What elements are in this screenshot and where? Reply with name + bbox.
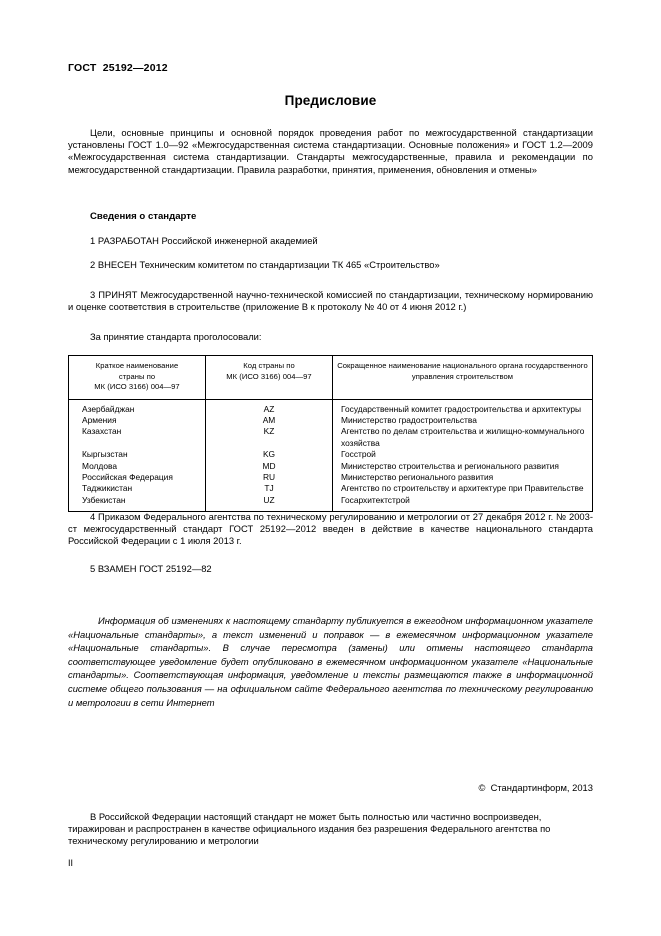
vote-table	[68, 355, 593, 512]
header-line: МК (ИСО 3166) 004—97	[94, 382, 180, 392]
cell-countries	[69, 399, 206, 511]
table-row	[69, 399, 593, 511]
country-code: RU	[262, 471, 276, 482]
country-name: Российская Федерация	[82, 471, 173, 482]
header-line: страны по	[118, 371, 156, 381]
page-title: Предисловие	[284, 93, 377, 108]
page-number: II	[68, 858, 74, 868]
country-list	[69, 404, 205, 506]
column-header-code	[206, 356, 333, 400]
standard-info-item-4: 4 Приказом Федерального агентства по техническому регулированию и метрологии от 27 декабря 2012 г. № 2003-ст межгосударственный стандарт ГОСТ 25192—2012 введен в действие в качестве национального стандарта Российской Федерации с 1 июля 2013 г.	[68, 511, 593, 547]
country-name: Казахстан	[82, 426, 122, 437]
header-line: Код страны по	[243, 361, 295, 370]
organization-name: Министерство градостроительства	[341, 415, 477, 426]
amendment-notice: Информация об изменениях к настоящему стандарту публикуется в ежегодном информационном указателе «Национальные стандарты», а текст изменений и поправок — в ежемесячном информационном указателе «Национальные стандарты». В случае пересмотра (замены) или отмены настоящего стандарта соответствующее уведомление будет опубликовано в ежемесячном информационном указателе «Национальные стандарты». Соответствующая информация, уведомление и тексты размещаются также в информационной системе общего пользования — на официальном сайте Федерального агентства по техническому регулированию и метрологии в сети Интернет	[68, 615, 593, 708]
country-code: TJ	[264, 483, 274, 494]
code-list	[206, 404, 332, 506]
organization-name: Министерство регионального развития	[341, 471, 494, 482]
country-name: Молдова	[82, 460, 117, 471]
standard-info-item-1: 1 РАЗРАБОТАН Российской инженерной академией	[90, 235, 318, 246]
standard-info-item-2: 2 ВНЕСЕН Техническим комитетом по стандартизации ТК 465 «Строительство»	[90, 259, 440, 270]
country-code: KZ	[263, 426, 275, 437]
country-code: AM	[262, 415, 276, 426]
list-item-spacer	[69, 438, 205, 449]
country-name: Азербайджан	[82, 403, 135, 414]
table-header-row	[69, 356, 593, 400]
header-line: МК (ИСО 3166) 004—97	[226, 371, 312, 381]
country-code: UZ	[263, 494, 275, 505]
vote-intro-text: За принятие стандарта проголосовали:	[90, 331, 262, 342]
standard-info-item-3: 3 ПРИНЯТ Межгосударственной научно-технической комиссией по стандартизации, техническому нормированию и оценке соответствия в строительстве (приложение В к протоколу № 40 от 4 июня 2012 г.)	[68, 289, 593, 313]
running-head: ГОСТ 25192—2012	[68, 62, 168, 74]
organization-name: Государственный комитет градостроительства и архитектуры	[341, 403, 581, 414]
country-name: Кыргызстан	[82, 449, 128, 460]
standard-info-heading: Сведения о стандарте	[90, 211, 197, 222]
country-code: KG	[262, 449, 276, 460]
cell-codes	[206, 399, 333, 511]
header-line: управления строительством	[411, 371, 514, 381]
rights-notice: В Российской Федерации настоящий стандарт не может быть полностью или частично воспроизведен, тиражирован и распространен в качестве официального издания без разрешения Федерального агентства по техническому регулированию и метрологии	[68, 811, 551, 847]
country-name: Армения	[82, 415, 117, 426]
vote-table-body	[69, 399, 593, 511]
cell-organizations	[333, 399, 593, 511]
header-line: Сокращенное наименование национального органа государственного	[337, 361, 588, 370]
country-code: AZ	[263, 403, 275, 414]
intro-paragraph: Цели, основные принципы и основной порядок проведения работ по межгосударственной стандартизации установлены ГОСТ 1.0—92 «Межгосударственная система стандартизации. Основные положения» и ГОСТ 1.2—2009 «Межгосударственная система стандартизации. Стандарты межгосударственные, правила и рекомендации по межгосударственной стандартизации. Правила разработки, принятия, применения, обновления и отмены»	[68, 127, 593, 175]
vote-table-head	[69, 356, 593, 400]
copyright-line: © Стандартинформ, 2013	[478, 782, 593, 793]
organization-name: Госстрой	[341, 449, 376, 460]
column-header-country	[69, 356, 206, 400]
organization-name: хозяйства	[341, 437, 380, 448]
organization-name: Агентство по строительству и архитектуре при Правительстве	[341, 483, 584, 494]
country-name: Узбекистан	[82, 494, 126, 505]
organization-name: Агентство по делам строительства и жилищно-коммунального	[341, 426, 585, 437]
country-name: Таджикистан	[82, 483, 133, 494]
standard-info-item-5: 5 ВЗАМЕН ГОСТ 25192—82	[90, 563, 212, 574]
list-item-spacer	[206, 438, 332, 449]
country-code: MD	[262, 460, 276, 471]
organization-name: Министерство строительства и регионального развития	[341, 460, 559, 471]
header-line: Краткое наименование	[95, 361, 179, 370]
organization-name: Госархитектстрой	[341, 494, 410, 505]
column-header-organization	[333, 356, 593, 400]
organization-list	[333, 404, 592, 506]
